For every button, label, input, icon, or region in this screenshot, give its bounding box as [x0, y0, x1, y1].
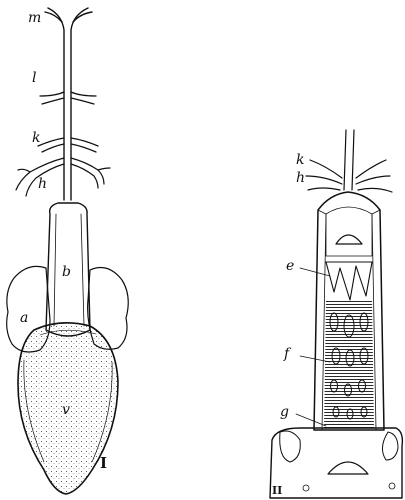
label-m: m [28, 10, 42, 26]
label-g: g [280, 404, 289, 420]
ventricle-base [270, 428, 402, 498]
label-h-fig2: h [296, 170, 306, 186]
opened-conus [314, 192, 384, 430]
label-f: f [284, 346, 290, 362]
label-l: l [32, 70, 37, 86]
label-e: e [286, 258, 295, 274]
label-k-fig2: k [296, 152, 305, 168]
branch-pair-h [16, 158, 110, 196]
upper-vessels [306, 130, 392, 192]
figure-one [7, 8, 129, 494]
label-k: k [32, 130, 41, 146]
branch-pair-k [38, 138, 98, 152]
label-a: a [20, 310, 29, 326]
aorta-trunk [45, 8, 92, 200]
label-v: v [62, 402, 70, 418]
branch-pair-l [40, 92, 96, 104]
label-b: b [62, 264, 71, 280]
figure-two [270, 130, 402, 498]
label-h: h [38, 176, 48, 192]
figure-two-numeral: II [272, 484, 283, 497]
figure-one-numeral: I [100, 454, 108, 472]
